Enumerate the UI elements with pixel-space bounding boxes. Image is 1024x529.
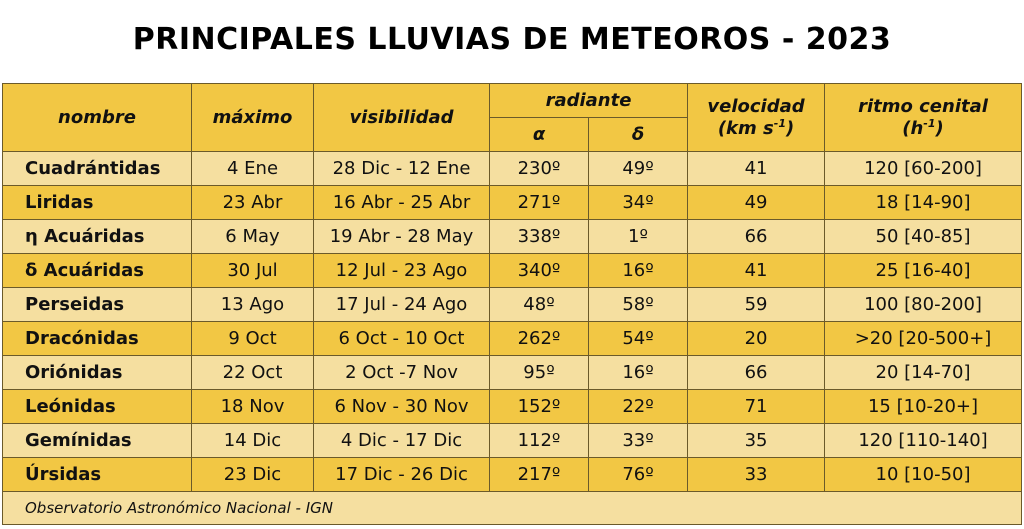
cell-delta: 34º (589, 186, 688, 220)
cell-maximo: 9 Oct (192, 322, 314, 356)
header-visibilidad: visibilidad (314, 84, 490, 152)
header-delta: δ (589, 118, 688, 152)
cell-nombre: Perseidas (3, 288, 192, 322)
header-velocidad (688, 84, 825, 152)
table-row (3, 458, 1022, 492)
cell-delta: 1º (589, 220, 688, 254)
cell-maximo: 18 Nov (192, 390, 314, 424)
cell-ritmo: 18 [14-90] (825, 186, 1022, 220)
cell-alpha: 112º (490, 424, 589, 458)
header-ritmo-sup: -1 (923, 117, 936, 130)
table-row (3, 288, 1022, 322)
cell-ritmo: 50 [40-85] (825, 220, 1022, 254)
table-row (3, 424, 1022, 458)
cell-velocidad: 66 (688, 220, 825, 254)
cell-nombre: η Acuáridas (3, 220, 192, 254)
cell-ritmo: 10 [10-50] (825, 458, 1022, 492)
cell-visibilidad: 19 Abr - 28 May (314, 220, 490, 254)
cell-ritmo: 120 [60-200] (825, 152, 1022, 186)
header-ritmo-unit: (h (902, 118, 924, 139)
cell-nombre: Leónidas (3, 390, 192, 424)
header-velocidad-close: ) (785, 118, 795, 139)
cell-maximo: 30 Jul (192, 254, 314, 288)
cell-visibilidad: 12 Jul - 23 Ago (314, 254, 490, 288)
table-row (3, 220, 1022, 254)
cell-visibilidad: 17 Dic - 26 Dic (314, 458, 490, 492)
table-row (3, 152, 1022, 186)
cell-ritmo: 15 [10-20+] (825, 390, 1022, 424)
cell-nombre: Gemínidas (3, 424, 192, 458)
table-row (3, 254, 1022, 288)
cell-delta: 54º (589, 322, 688, 356)
header-maximo: máximo (192, 84, 314, 152)
cell-ritmo: 100 [80-200] (825, 288, 1022, 322)
cell-maximo: 23 Abr (192, 186, 314, 220)
cell-nombre: Liridas (3, 186, 192, 220)
cell-alpha: 230º (490, 152, 589, 186)
cell-ritmo: 120 [110-140] (825, 424, 1022, 458)
cell-visibilidad: 16 Abr - 25 Abr (314, 186, 490, 220)
cell-delta: 16º (589, 254, 688, 288)
table-row (3, 390, 1022, 424)
header-nombre: nombre (3, 84, 192, 152)
cell-nombre: Úrsidas (3, 458, 192, 492)
header-ritmo-label: ritmo cenital (858, 96, 988, 117)
page-title: PRINCIPALES LLUVIAS DE METEOROS - 2023 (132, 22, 892, 57)
cell-ritmo: 25 [16-40] (825, 254, 1022, 288)
cell-nombre: δ Acuáridas (3, 254, 192, 288)
header-velocidad-sup: -1 (773, 117, 786, 130)
cell-alpha: 340º (490, 254, 589, 288)
cell-velocidad: 20 (688, 322, 825, 356)
cell-delta: 58º (589, 288, 688, 322)
cell-nombre: Oriónidas (3, 356, 192, 390)
cell-visibilidad: 17 Jul - 24 Ago (314, 288, 490, 322)
cell-velocidad: 35 (688, 424, 825, 458)
header-ritmo-close: ) (935, 118, 944, 139)
cell-visibilidad: 28 Dic - 12 Ene (314, 152, 490, 186)
header-velocidad-unit: (km s (717, 118, 774, 139)
table-row (3, 186, 1022, 220)
cell-alpha: 95º (490, 356, 589, 390)
cell-maximo: 6 May (192, 220, 314, 254)
cell-visibilidad: 6 Oct - 10 Oct (314, 322, 490, 356)
footer-credit: Observatorio Astronómico Nacional - IGN (3, 492, 1022, 525)
cell-alpha: 152º (490, 390, 589, 424)
cell-velocidad: 59 (688, 288, 825, 322)
cell-alpha: 262º (490, 322, 589, 356)
meteor-showers-table (2, 83, 1022, 525)
cell-alpha: 271º (490, 186, 589, 220)
cell-visibilidad: 6 Nov - 30 Nov (314, 390, 490, 424)
cell-ritmo: 20 [14-70] (825, 356, 1022, 390)
cell-nombre: Cuadrántidas (3, 152, 192, 186)
table-row (3, 356, 1022, 390)
cell-velocidad: 33 (688, 458, 825, 492)
cell-delta: 76º (589, 458, 688, 492)
cell-alpha: 217º (490, 458, 589, 492)
header-ritmo (825, 84, 1022, 152)
cell-ritmo: >20 [20-500+] (825, 322, 1022, 356)
cell-maximo: 13 Ago (192, 288, 314, 322)
cell-visibilidad: 4 Dic - 17 Dic (314, 424, 490, 458)
cell-alpha: 48º (490, 288, 589, 322)
cell-velocidad: 66 (688, 356, 825, 390)
cell-velocidad: 41 (688, 152, 825, 186)
cell-delta: 16º (589, 356, 688, 390)
cell-delta: 49º (589, 152, 688, 186)
cell-nombre: Dracónidas (3, 322, 192, 356)
cell-visibilidad: 2 Oct -7 Nov (314, 356, 490, 390)
header-radiante: radiante (490, 84, 688, 118)
cell-maximo: 4 Ene (192, 152, 314, 186)
cell-alpha: 338º (490, 220, 589, 254)
cell-maximo: 23 Dic (192, 458, 314, 492)
table-body (3, 152, 1022, 492)
cell-velocidad: 41 (688, 254, 825, 288)
cell-velocidad: 49 (688, 186, 825, 220)
header-alpha: α (490, 118, 589, 152)
cell-maximo: 22 Oct (192, 356, 314, 390)
cell-maximo: 14 Dic (192, 424, 314, 458)
cell-delta: 33º (589, 424, 688, 458)
cell-delta: 22º (589, 390, 688, 424)
table-row (3, 322, 1022, 356)
cell-velocidad: 71 (688, 390, 825, 424)
header-velocidad-label: velocidad (707, 96, 805, 117)
